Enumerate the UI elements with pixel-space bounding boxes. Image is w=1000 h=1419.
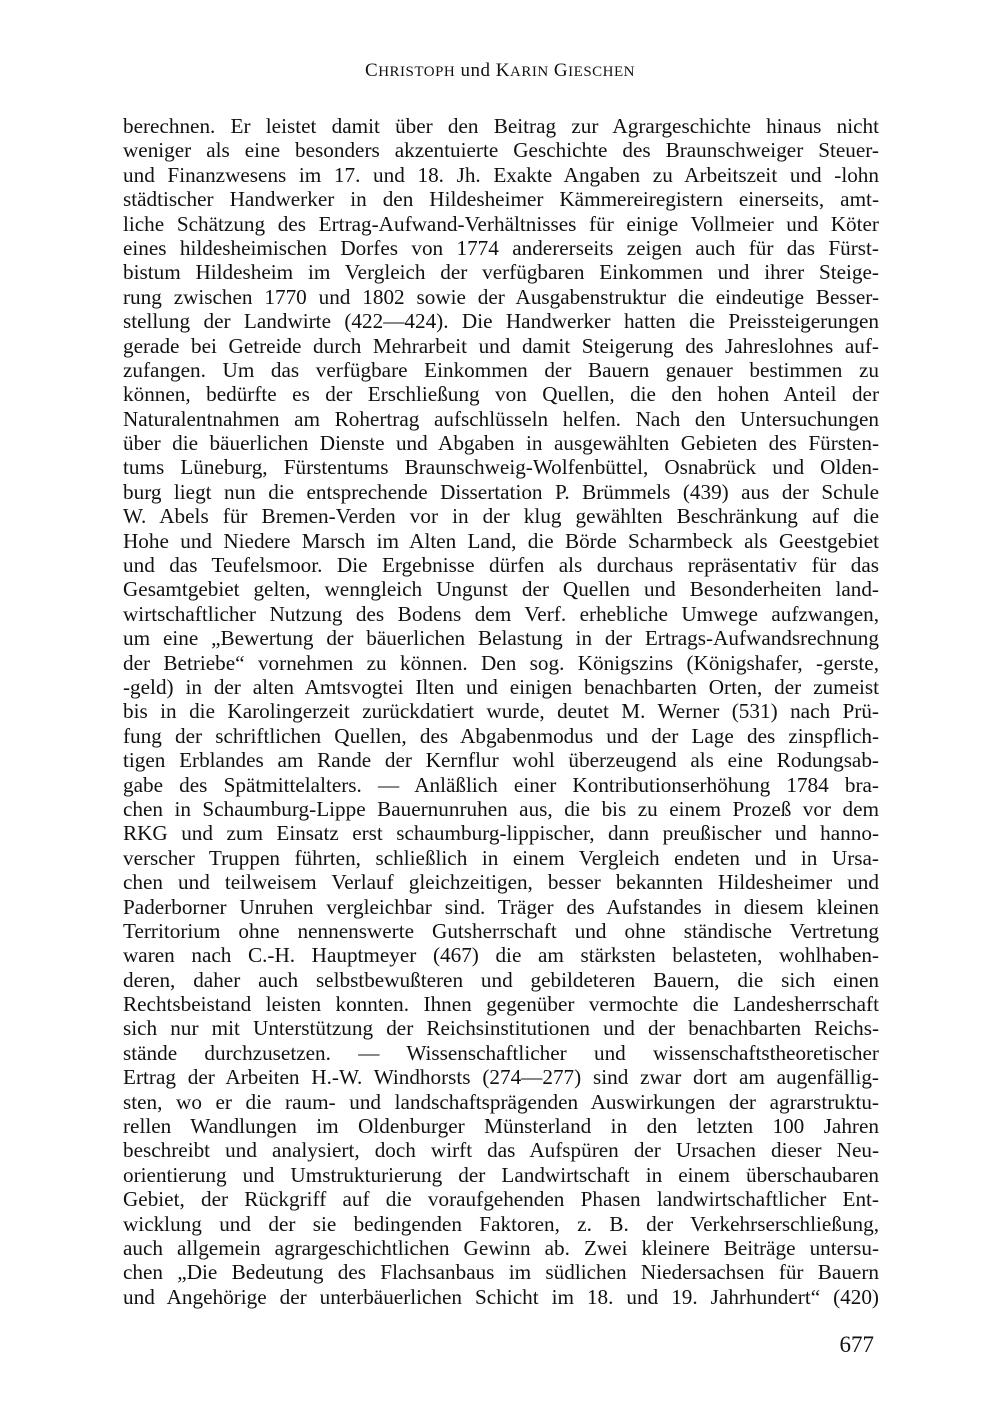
text-line: liche Schätzung des Ertrag-Aufwand-Verhältnisses für einige Vollmeier und Köter — [123, 211, 879, 236]
page-number: 677 — [839, 1332, 874, 1357]
text-line: -geld) in der alten Amtsvogtei Ilten und einigen benachbarten Orten, der zumeist — [123, 674, 879, 699]
text-line: berechnen. Er leistet damit über den Beitrag zur Agrargeschichte hinaus nicht — [123, 114, 879, 138]
text-line: weniger als eine besonders akzentuierte Geschichte des Braunschweiger Steuer- — [123, 138, 879, 163]
text-line: Ertrag der Arbeiten H.-W. Windhorsts (274—277) sind zwar dort am augenfällig- — [123, 1065, 879, 1090]
text-line: chen in Schaumburg-Lippe Bauernunruhen aus, die bis zu einem Prozeß vor dem — [123, 796, 879, 821]
text-line: sten, wo er die raum- und landschaftsprägenden Auswirkungen der agrarstruktu- — [123, 1089, 879, 1114]
text-line: können, bedürfte es der Erschließung von Quellen, die den hohen Anteil der — [123, 382, 879, 407]
text-line: tums Lüneburg, Fürstentums Braunschweig-Wolfenbüttel, Osnabrück und Olden- — [123, 455, 879, 480]
text-line: um eine „Bewertung der bäuerlichen Belastung in der Ertrags-Aufwandsrechnung — [123, 626, 879, 651]
text-line: Naturalentnahmen am Rohertrag aufschlüsseln helfen. Nach den Untersuchungen — [123, 406, 879, 431]
text-line: rellen Wandlungen im Oldenburger Münsterland in den letzten 100 Jahren — [123, 1114, 879, 1139]
text-line: auch allgemein agrargeschichtlichen Gewinn ab. Zwei kleinere Beiträge untersu- — [123, 1235, 879, 1260]
text-line: zufangen. Um das verfügbare Einkommen der Bauern genauer bestimmen zu — [123, 357, 879, 382]
running-head-author2-rest: ARIN — [510, 64, 549, 80]
body-text — [123, 114, 879, 1309]
text-line: bistum Hildesheim im Vergleich der verfügbaren Einkommen und ihrer Steige- — [123, 260, 879, 285]
text-line: der Betriebe“ vornehmen zu können. Den sog. Königszins (Königshafer, -gerste, — [123, 650, 879, 675]
text-line: Gebiet, der Rückgriff auf die voraufgehenden Phasen landwirtschaftlicher Ent- — [123, 1187, 879, 1212]
running-head-conjunction: und — [460, 60, 491, 81]
text-line: Rechtsbeistand leisten konnten. Ihnen gegenüber vermochte die Landesherrschaft — [123, 992, 879, 1017]
text-line: chen „Die Bedeutung des Flachsanbaus im südlichen Niedersachsen für Bauern — [123, 1260, 879, 1285]
text-line: beschreibt und analysiert, doch wirft das Aufspüren der Ursachen dieser Neu- — [123, 1138, 879, 1163]
running-head-surname-initial: G — [553, 60, 569, 81]
text-line: eines hildesheimischen Dorfes von 1774 andererseits zeigen auch für das Fürst- — [123, 235, 879, 260]
text-line: deren, daher auch selbstbewußteren und gebildeteren Bauern, die sich einen — [123, 967, 879, 992]
text-line: und das Teufelsmoor. Die Ergebnisse dürfen als durchaus repräsentativ für das — [123, 553, 879, 578]
text-line: Gesamtgebiet gelten, wenngleich Ungunst der Quellen und Besonderheiten land- — [123, 577, 879, 602]
text-line: bis in die Karolingerzeit zurückdatiert wurde, deutet M. Werner (531) nach Prü- — [123, 699, 879, 724]
text-line: waren nach C.-H. Hauptmeyer (467) die am stärksten belasteten, wohlhaben- — [123, 943, 879, 968]
text-line: wicklung und der sie bedingenden Faktoren, z. B. der Verkehrserschließung, — [123, 1211, 879, 1236]
text-line: und Finanzwesens im 17. und 18. Jh. Exakte Angaben zu Arbeitszeit und -lohn — [123, 162, 879, 187]
text-line: stellung der Landwirte (422—424). Die Handwerker hatten die Preissteigerungen — [123, 309, 879, 334]
text-line: wirtschaftlicher Nutzung des Bodens dem Verf. erhebliche Umwege aufzwangen, — [123, 601, 879, 626]
text-line: fung der schriftlichen Quellen, des Abgabenmodus und der Lage des zinspflich- — [123, 723, 879, 748]
running-head-author1-initial: C — [365, 60, 379, 81]
text-line: Territorium ohne nennenswerte Gutsherrschaft und ohne ständische Vertretung — [123, 918, 879, 943]
text-line: burg liegt nun die entsprechende Dissertation P. Brümmels (439) aus der Schule — [123, 479, 879, 504]
running-head-surname-rest: IESCHEN — [568, 64, 635, 80]
text-line: und Angehörige der unterbäuerlichen Schicht im 18. und 19. Jahrhundert“ (420) — [123, 1284, 879, 1309]
text-line: orientierung und Umstrukturierung der Landwirtschaft in einem überschaubaren — [123, 1162, 879, 1187]
text-line: RKG und zum Einsatz erst schaumburg-lippischer, dann preußischer und hanno- — [123, 821, 879, 846]
running-head — [0, 60, 1000, 82]
text-line: rung zwischen 1770 und 1802 sowie der Ausgabenstruktur die eindeutige Besser- — [123, 284, 879, 309]
running-head-author2-initial: K — [495, 60, 510, 81]
text-line: sich nur mit Unterstützung der Reichsinstitutionen und der benachbarten Reichs- — [123, 1016, 879, 1041]
text-line: Hohe und Niedere Marsch im Alten Land, die Börde Scharmbeck als Geestgebiet — [123, 528, 879, 553]
text-line: stände durchzusetzen. — Wissenschaftlicher und wissenschaftstheoretischer — [123, 1040, 879, 1065]
text-line: Paderborner Unruhen vergleichbar sind. Träger des Aufstandes in diesem kleinen — [123, 894, 879, 919]
text-line: über die bäuerlichen Dienste und Abgaben in ausgewählten Gebieten des Fürsten- — [123, 431, 879, 456]
text-line: gabe des Spätmittelalters. — Anläßlich einer Kontributionserhöhung 1784 bra- — [123, 772, 879, 797]
text-line: chen und teilweisem Verlauf gleichzeitigen, besser bekannten Hildesheimer und — [123, 870, 879, 895]
text-line: gerade bei Getreide durch Mehrarbeit und damit Steigerung des Jahreslohnes auf- — [123, 333, 879, 358]
running-head-author1-rest: HRISTOPH — [378, 64, 456, 80]
text-line: städtischer Handwerker in den Hildesheimer Kämmereiregistern einerseits, amt- — [123, 187, 879, 212]
text-line: W. Abels für Bremen-Verden vor in der klug gewählten Beschränkung auf die — [123, 504, 879, 529]
text-line: tigen Erblandes am Rande der Kernflur wohl überzeugend als eine Rodungsab- — [123, 748, 879, 773]
text-line: verscher Truppen führten, schließlich in einem Vergleich endeten und in Ursa- — [123, 845, 879, 870]
